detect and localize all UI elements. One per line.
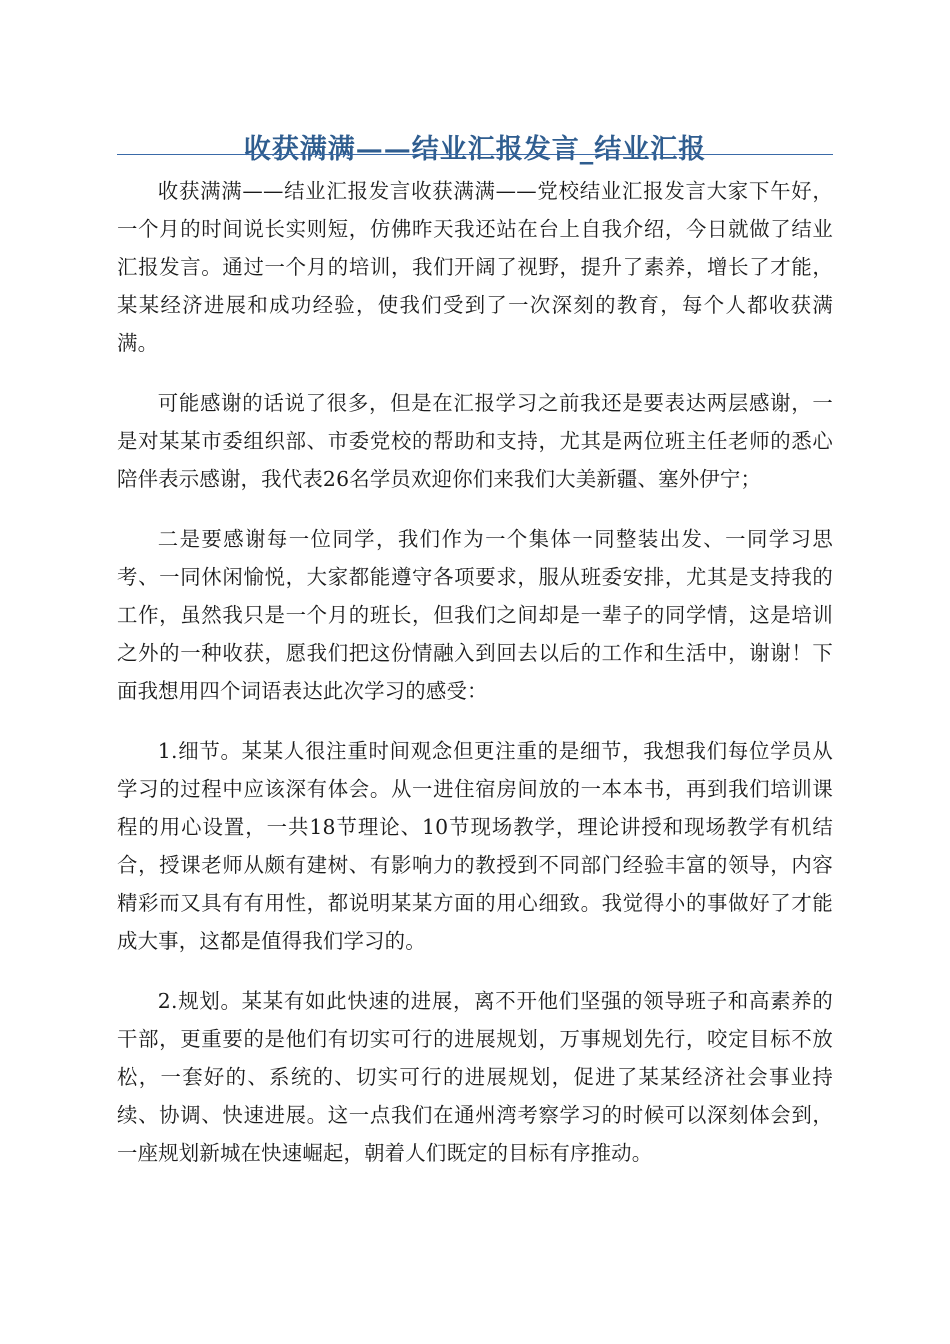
paragraph-2: 可能感谢的话说了很多，但是在汇报学习之前我还是要表达两层感谢，一是对某某市委组织部、市委党校的帮助和支持，尤其是两位班主任老师的悉心陪伴表示感谢，我代表26名学员欢迎你们来我们大美新疆、塞外伊宁； <box>117 391 833 491</box>
document-body <box>117 172 833 1194</box>
document-title: 收获满满——结业汇报发言_结业汇报 <box>243 134 707 166</box>
paragraph-5: 2.规划。某某有如此快速的进展，离不开他们坚强的领导班子和高素养的干部，更重要的是他们有切实可行的进展规划，万事规划先行，咬定目标不放松，一套好的、系统的、切实可行的进展规划，促进了某某经济社会事业持续、协调、快速进展。这一点我们在通州湾考察学习的时候可以深刻体会到，一座规划新城在快速崛起，朝着人们既定的目标有序推动。 <box>117 989 833 1165</box>
paragraph-3: 二是要感谢每一位同学，我们作为一个集体一同整装出发、一同学习思考、一同休闲愉悦，大家都能遵守各项要求，服从班委安排，尤其是支持我的工作，虽然我只是一个月的班长，但我们之间却是一辈子的同学情，这是培训之外的一种收获，愿我们把这份情融入到回去以后的工作和生活中，谢谢！下面我想用四个词语表达此次学习的感受： <box>117 527 833 703</box>
paragraph-4: 1.细节。某某人很注重时间观念但更注重的是细节，我想我们每位学员从学习的过程中应该深有体会。从一进住宿房间放的一本本书，再到我们培训课程的用心设置，一共18节理论、10节现场教学，理论讲授和现场教学有机结合，授课老师从颇有建树、有影响力的教授到不同部门经验丰富的领导，内容精彩而又具有有用性，都说明某某方面的用心细致。我觉得小的事做好了才能成大事，这都是值得我们学习的。 <box>117 739 833 953</box>
paragraph-1: 收获满满——结业汇报发言收获满满——党校结业汇报发言大家下午好，一个月的时间说长实则短，仿佛昨天我还站在台上自我介绍，今日就做了结业汇报发言。通过一个月的培训，我们开阔了视野，提升了素养，增长了才能，某某经济进展和成功经验，使我们受到了一次深刻的教育，每个人都收获满满。 <box>117 179 833 355</box>
title-underline <box>117 154 833 155</box>
